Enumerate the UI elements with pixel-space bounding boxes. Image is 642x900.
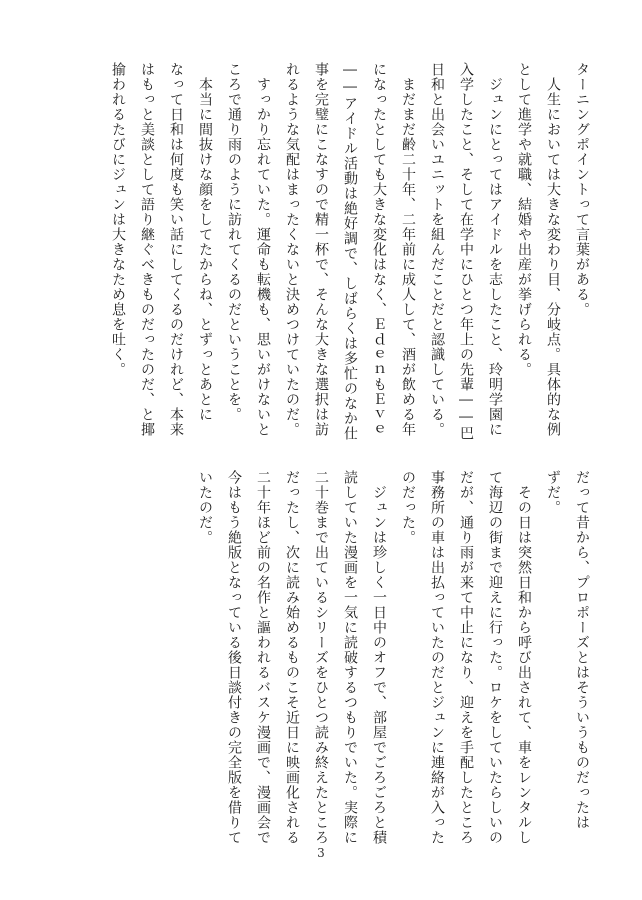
text-line: 人生においては大きな変わり目、分岐点。具体的な例 <box>545 62 561 437</box>
text-line: ころで通り雨のように訪れてくるのだということを。 <box>226 62 242 422</box>
text-line: いたのだ。 <box>197 470 213 545</box>
text-line: まだまだ齢二十年、二年前に成人して、酒が飲める年 <box>400 62 416 437</box>
text-line: 事務所の車は出払っていたのだとジュンに連絡が入った <box>429 470 445 845</box>
text-line: だが、通り雨が来て中止になり、迎えを手配したところ <box>458 470 474 845</box>
text-line: その日は突然日和から呼び出されて、車をレンタルし <box>516 470 532 845</box>
text-line: 読していた漫画を一気に読破するつもりでいた。実際に <box>342 470 358 845</box>
upper-text-block <box>103 62 596 441</box>
lower-text-block <box>190 470 596 848</box>
text-line: 揄われるたびにジュンは大きなため息を吐く。 <box>110 62 126 377</box>
text-line: すっかり忘れていた。運命も転機も、思いがけないと <box>255 62 271 437</box>
text-line: ずだ。 <box>545 470 561 515</box>
text-line: 二十年ほど前の名作と謳われるバスケ漫画で、漫画会で <box>255 470 271 845</box>
text-line: 日和と出会いユニットを組んだことだと認識している。 <box>429 62 445 437</box>
text-line: だって昔から、プロポーズとはそういうものだったは <box>574 470 590 830</box>
text-line: ――アイドル活動は絶好調で、しばらくは多忙のなか仕 <box>342 62 358 441</box>
text-line: 二十巻まで出ているシリーズをひとつ読み終えたところ <box>313 470 329 845</box>
text-line: て海辺の街まで迎えに行った。ロケをしていたらしいの <box>487 470 503 845</box>
text-line: だったし、次に読み始めるものこそ近日に映画化される <box>284 470 300 845</box>
text-line: 入学したこと、そして在学中にひとつ年上の先輩――巴 <box>458 62 474 441</box>
text-line: として進学や就職、結婚や出産が挙げられる。 <box>516 62 532 377</box>
text-line: なって日和は何度も笑い話にしてくるのだけれど、本来 <box>168 62 184 437</box>
text-line: になったとしても大きな変化はなく、ＥｄｅｎもＥｖｅ <box>371 62 387 437</box>
text-line: はもっと美談として語り継ぐべきものだったのだ、と揶 <box>139 62 155 437</box>
text-line: 事を完璧にこなすので精一杯で、そんな大きな選択は訪 <box>313 62 329 437</box>
text-line: ターニングポイントって言葉がある。 <box>574 62 590 317</box>
text-line: ジュンは珍しく一日中のオフで、部屋でごろごろと積 <box>371 470 387 845</box>
text-line: れるような気配はまったくないと決めつけていたのだ。 <box>284 62 300 437</box>
text-line: 本当に間抜けな顔をしてたからね、とずっとあとに <box>197 62 213 422</box>
text-line: 今はもう絶版となっている後日談付きの完全版を借りて <box>226 470 242 845</box>
text-line: のだった。 <box>400 470 416 545</box>
text-line: ジュンにとってはアイドルを志したこと、玲明学園に <box>487 62 503 437</box>
page-number: 3 <box>317 846 325 860</box>
